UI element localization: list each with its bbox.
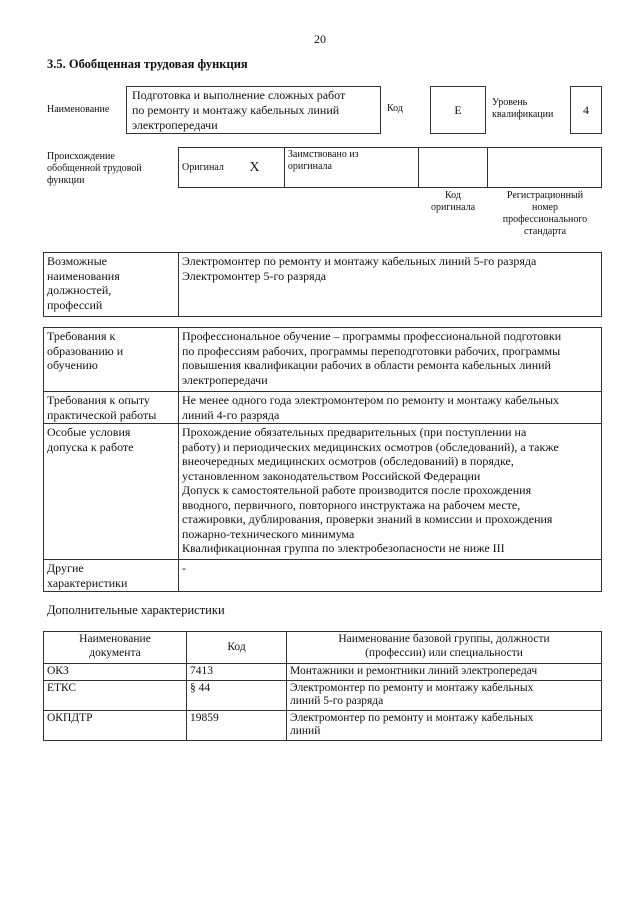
positions-value-line: Электромонтер по ремонту и монтажу кабельных линий 5-го разряда: [182, 254, 537, 268]
function-name: [126, 86, 380, 134]
row-base-line: Монтажники и ремонтники линий электропередач: [290, 665, 538, 677]
positions-value-line: Электромонтер 5-го разряда: [182, 268, 327, 283]
code-value: E: [430, 86, 486, 134]
original-code-cell: [418, 148, 488, 188]
header-document: [44, 632, 187, 664]
requirement-label-line: Другие: [47, 561, 84, 575]
row-base-line: линий 5-го разряда: [290, 695, 384, 707]
requirement-label-line: образованию и: [47, 343, 124, 358]
row-base-group: [287, 680, 602, 710]
requirement-value-line: Не менее одного года электромонтером по ремонту и монтажу кабельных: [182, 393, 560, 407]
requirement-label: [44, 560, 179, 592]
original-label: Оригинал: [179, 148, 247, 188]
requirement-value: [179, 560, 602, 592]
requirement-label-line: практической работы: [47, 407, 157, 422]
table-row: [44, 424, 602, 560]
origin-table: [178, 147, 602, 188]
requirement-value-line: Прохождение обязательных предварительных (при поступлении на: [182, 425, 527, 439]
level-label-line: Уровень: [492, 97, 528, 108]
requirement-value-line: стажировки, дублирования, проверки знаний в комиссии и прохождения: [182, 512, 553, 526]
table-row: [44, 664, 602, 681]
borrowed-cell: [284, 148, 418, 188]
requirements-table: [43, 327, 602, 592]
additional-title: Дополнительные характеристики: [47, 603, 225, 617]
header-document-line: Наименование: [79, 633, 151, 645]
table-row: [44, 710, 602, 740]
requirement-value-line: внеочередных медицинских осмотров (обследований) в порядке,: [182, 454, 514, 468]
function-name-line: электропередачи: [132, 118, 218, 132]
requirement-label-line: Требования к: [47, 329, 116, 343]
reg-caption-line: Регистрационный: [506, 190, 584, 201]
requirement-value-line: -: [182, 561, 186, 575]
row-document: ОКЗ: [44, 664, 187, 681]
row-document: ОКПДТР: [44, 710, 187, 740]
borrowed-line: Заимствовано из: [287, 149, 359, 160]
row-base-line: линий: [290, 725, 321, 737]
row-code: 7413: [187, 664, 287, 681]
requirement-value-line: Квалификационная группа по электробезопасности не ниже III: [182, 541, 505, 555]
table-header-row: [44, 632, 602, 664]
table-row: [44, 392, 602, 424]
row-base-group: [287, 664, 602, 681]
requirement-value-line: электропередачи: [182, 372, 268, 387]
original-mark: X: [246, 148, 284, 188]
requirement-value: [179, 328, 602, 392]
row-base-group: [287, 710, 602, 740]
level-label-line: квалификации: [492, 109, 554, 120]
table-row: [44, 680, 602, 710]
requirement-value: [179, 424, 602, 560]
level-label: [492, 97, 553, 121]
code-caption-line: Код: [445, 190, 461, 201]
requirement-value-line: Профессиональное обучение – программы профессиональной подготовки: [182, 329, 562, 343]
code-caption: [418, 190, 488, 214]
positions-label-line: профессий: [47, 297, 103, 312]
positions-value: [179, 253, 602, 317]
positions-label-line: наименования: [47, 268, 120, 283]
reg-number-cell: [488, 148, 602, 188]
positions-label-line: должностей,: [47, 283, 112, 297]
positions-label-line: Возможные: [47, 254, 107, 268]
requirement-label-line: характеристики: [47, 575, 128, 590]
row-code: 19859: [187, 710, 287, 740]
origin-label-line: обобщенной трудовой: [47, 163, 142, 174]
header-base-line: (профессии) или специальности: [365, 646, 523, 659]
borrowed-line: оригинала: [287, 161, 332, 172]
requirement-value-line: установленном законодательством Российской Федерации: [182, 468, 481, 483]
page-number: 20: [314, 32, 326, 46]
header-base-line: Наименование базовой группы, должности: [338, 633, 550, 645]
reg-caption-line: профессионального: [502, 214, 588, 225]
row-base-line: Электромонтер по ремонту и монтажу кабельных: [290, 711, 534, 724]
requirement-label: [44, 424, 179, 560]
reg-caption: [488, 190, 602, 238]
origin-label-line: функции: [47, 175, 85, 186]
code-caption-line: оригинала: [430, 202, 476, 213]
requirement-label-line: Требования к опыту: [47, 393, 150, 407]
requirement-value-line: по профессиям рабочих, программы переподготовки рабочих, программы: [182, 343, 561, 358]
section-title: 3.5. Обобщенная трудовая функция: [47, 57, 248, 71]
requirement-value-line: Допуск к самостоятельной работе производится после прохождения: [182, 483, 532, 497]
requirement-label-line: обучению: [47, 358, 98, 372]
reg-caption-line: стандарта: [523, 226, 567, 237]
origin-label-line: Происхождение: [47, 151, 115, 162]
requirement-value: [179, 392, 602, 424]
header-base-group: [287, 632, 602, 664]
function-name-line: по ремонту и монтажу кабельных линий: [132, 103, 340, 117]
requirement-label: [44, 392, 179, 424]
positions-label: [44, 253, 179, 317]
requirement-value-line: линий 4-го разряда: [182, 407, 280, 422]
level-value: 4: [570, 86, 602, 134]
header-code: Код: [187, 632, 287, 664]
table-row: [44, 328, 602, 392]
requirement-label: [44, 328, 179, 392]
positions-table: [43, 252, 602, 317]
table-row: [44, 560, 602, 592]
requirement-label-line: допуска к работе: [47, 439, 134, 454]
requirement-value-line: вводного, первичного, повторного инструктажа на рабочем месте,: [182, 497, 521, 512]
header-document-line: документа: [89, 646, 141, 659]
row-document: ЕТКС: [44, 680, 187, 710]
requirement-value-line: работу) и периодических медицинских осмотров (обследований), а также: [182, 439, 559, 454]
additional-table: [43, 631, 602, 741]
row-code: § 44: [187, 680, 287, 710]
origin-label: [47, 151, 142, 187]
name-label: Наименование: [47, 104, 110, 115]
requirement-label-line: Особые условия: [47, 425, 131, 439]
requirement-value-line: пожарно-технического минимума: [182, 526, 355, 541]
reg-caption-line: номер: [532, 202, 558, 213]
function-name-line: Подготовка и выполнение сложных работ: [132, 88, 346, 102]
requirement-value-line: повышения квалификации рабочих в области ремонта кабельных линий: [182, 358, 551, 372]
row-base-line: Электромонтер по ремонту и монтажу кабельных: [290, 681, 534, 694]
code-label: Код: [387, 103, 403, 114]
